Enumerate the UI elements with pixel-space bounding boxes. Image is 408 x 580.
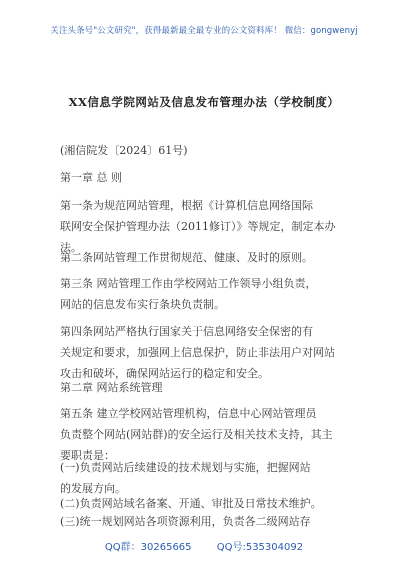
paragraph: [60, 168, 356, 189]
paragraph: [60, 322, 356, 384]
footer-qq-number: QQ号:535304092: [216, 542, 304, 553]
paragraph-line: 法。: [60, 240, 82, 254]
reference-number-text: (湘信院发〔2024〕61号): [60, 144, 188, 157]
paragraph-line: 关规定和要求，加强网上信息保护，防止非法用户对网站: [60, 345, 335, 359]
paragraph: [60, 248, 356, 269]
paragraph-line: 攻击和破坏，确保网站运行的稳定和安全。: [60, 366, 269, 380]
footer-qq-group: QQ群：30265665: [104, 542, 192, 553]
paragraph-line: 第四条网站严格执行国家关于信息网络安全保密的有: [60, 325, 313, 338]
paragraph: [60, 274, 356, 316]
reference-number: [60, 141, 356, 162]
paragraph-line: 第二条网站管理工作贯彻规范、健康、及时的原则。: [60, 251, 313, 264]
paragraph-line: 第五条 建立学校网站管理机构，信息中心网站管理员: [60, 407, 317, 420]
paragraph-line: (一)负责网站后续建设的技术规划与实施，把握网站: [60, 461, 311, 474]
paragraph-line: 第一条为规范网站管理，根据《计算机信息网络国际: [60, 199, 313, 212]
paragraph: [60, 512, 356, 533]
paragraph-line: 负责整个网站(网站群)的安全运行及相关技术支持，其主: [60, 427, 333, 441]
paragraph-line: 联网安全保护管理办法（2011修订）》等规定，制定本办: [60, 219, 336, 233]
paragraph-line: (三)统一规划网站各项资源利用，负责各二级网站存: [60, 515, 311, 528]
paragraph-line: 第二章 网站系统管理: [60, 381, 163, 394]
footer-contact: [0, 538, 408, 553]
paragraph-line: 网站的信息发布实行条块负责制。: [60, 297, 225, 311]
header-banner: 关注头条号"公文研究"，获得最新最全最专业的公文资料库！ 微信：gongwenyj: [50, 26, 358, 36]
document-title: XX信息学院网站及信息发布管理办法（学校制度）: [68, 95, 340, 109]
paragraph-line: 第一章 总 则: [60, 171, 122, 184]
paragraph: [60, 378, 356, 399]
paragraph-line: (二)负责网站域名备案、开通、审批及日常技术维护。: [60, 497, 322, 510]
paragraph-line: 第三条 网站管理工作由学校网站工作领导小组负责，: [60, 277, 317, 290]
paragraph-line: 要职责是：: [60, 448, 115, 462]
paragraph-line: 的发展方向。: [60, 481, 126, 495]
